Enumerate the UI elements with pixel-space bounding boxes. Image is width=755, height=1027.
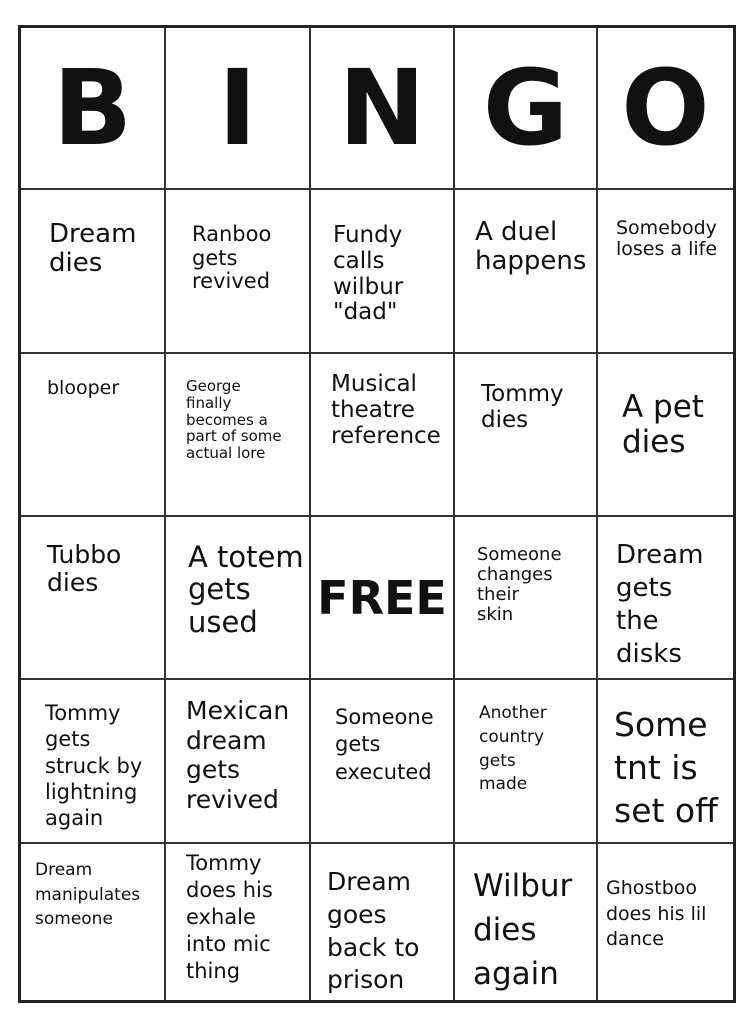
bingo-square[interactable] <box>21 680 166 844</box>
bingo-square[interactable] <box>598 680 733 844</box>
square-text: Someone gets executed <box>335 705 434 784</box>
square-text: Musical theatre reference <box>331 371 441 449</box>
square-text: Fundy calls wilbur "dad" <box>333 222 404 326</box>
bingo-card <box>18 25 736 1003</box>
bingo-square[interactable] <box>598 844 733 1000</box>
square-text: Tubbo dies <box>47 540 122 597</box>
header-b: B <box>21 28 166 190</box>
square-text: Ranboo gets revived <box>192 222 272 294</box>
square-text: Ghostboo does his lil dance <box>606 877 707 951</box>
bingo-square[interactable] <box>166 680 311 844</box>
bingo-square[interactable] <box>455 354 598 517</box>
square-text: Dream goes back to prison <box>327 867 420 995</box>
square-text: A pet dies <box>622 389 704 460</box>
bingo-square[interactable] <box>311 680 455 844</box>
bingo-grid <box>21 28 733 1000</box>
bingo-square[interactable] <box>455 190 598 354</box>
bingo-square-free[interactable] <box>311 517 455 680</box>
bingo-square[interactable] <box>455 680 598 844</box>
bingo-square[interactable] <box>455 517 598 680</box>
bingo-square[interactable] <box>311 354 455 517</box>
square-text: Wilbur dies again <box>473 868 573 993</box>
header-o: O <box>598 28 733 190</box>
square-text: Tommy gets struck by lightning again <box>45 701 143 830</box>
bingo-square[interactable] <box>311 844 455 1000</box>
bingo-square[interactable] <box>311 190 455 354</box>
square-text: Mexican dream gets revived <box>186 696 290 814</box>
square-text: Tommy does his exhale into mic thing <box>186 851 273 983</box>
bingo-square[interactable] <box>598 190 733 354</box>
bingo-square[interactable] <box>21 190 166 354</box>
bingo-square[interactable] <box>21 354 166 517</box>
bingo-square[interactable] <box>21 517 166 680</box>
header-g: G <box>455 28 598 190</box>
square-text: Another country gets made <box>479 703 547 795</box>
square-text: Someone changes their skin <box>477 544 562 626</box>
square-text: A totem gets used <box>188 540 304 639</box>
bingo-square[interactable] <box>21 844 166 1000</box>
square-text: Some tnt is set off <box>614 705 718 830</box>
square-text: George finally becomes a part of some actual lore <box>186 377 282 463</box>
header-i: I <box>166 28 311 190</box>
bingo-square[interactable] <box>166 190 311 354</box>
square-text: A duel happens <box>475 217 587 277</box>
square-text: Somebody loses a life <box>616 217 718 261</box>
square-text: Dream gets the disks <box>616 540 704 670</box>
bingo-square[interactable] <box>166 517 311 680</box>
free-space-text: FREE <box>317 570 447 625</box>
bingo-square[interactable] <box>455 844 598 1000</box>
square-text: Dream dies <box>49 219 137 279</box>
bingo-square[interactable] <box>598 517 733 680</box>
square-text: Dream manipulates someone <box>35 860 141 930</box>
bingo-square[interactable] <box>166 354 311 517</box>
bingo-square[interactable] <box>598 354 733 517</box>
header-n: N <box>311 28 455 190</box>
bingo-square[interactable] <box>166 844 311 1000</box>
square-text: Tommy dies <box>481 381 564 433</box>
square-text: blooper <box>47 377 120 399</box>
